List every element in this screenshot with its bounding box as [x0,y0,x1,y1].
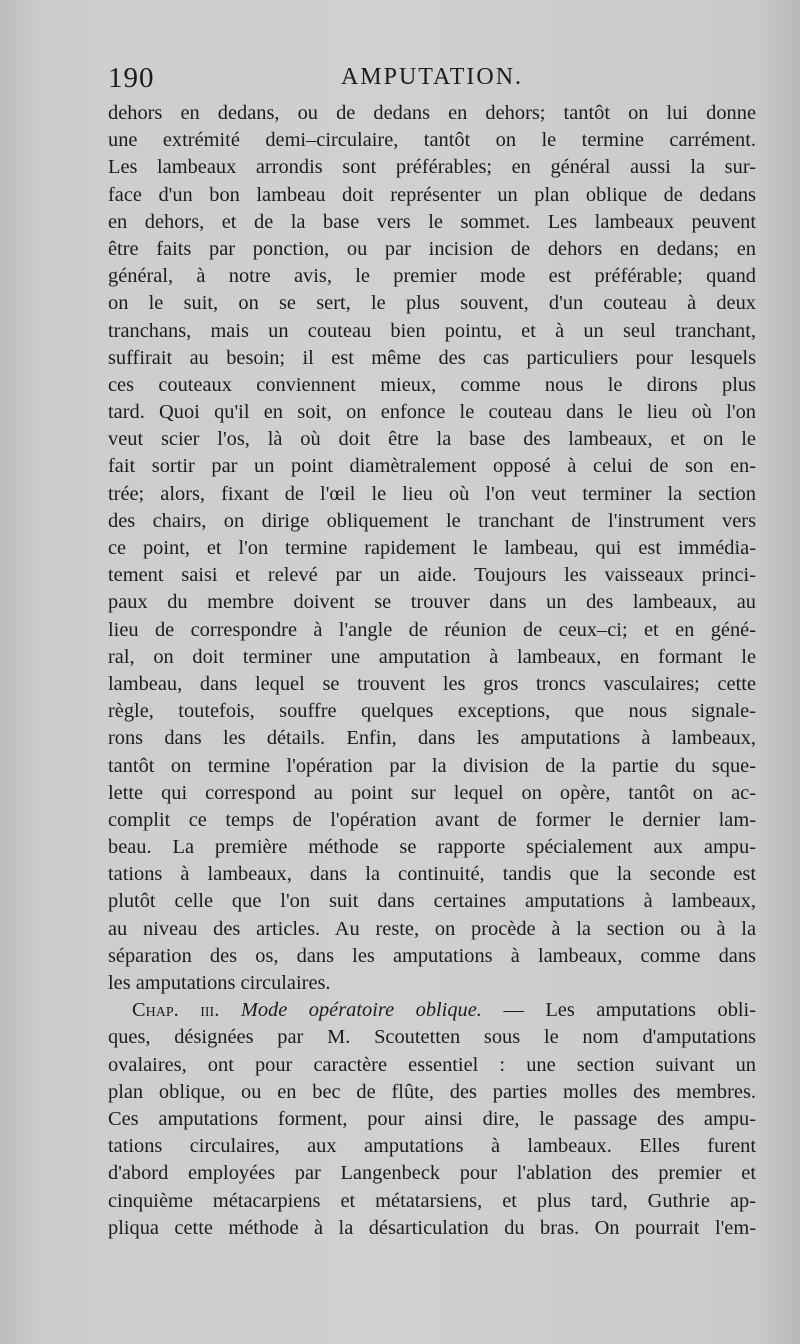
text-line: dehors en dedans, ou de dedans en dehors; tantôt on lui donne [108,102,756,124]
text-line: complit ce temps de l'opération avant de former le dernier lam- [108,808,756,831]
text-line: fait sortir par un point diamètralement opposé à celui de son en- [108,455,756,478]
text-line: face d'un bon lambeau doit représenter un plan oblique de dedans [108,183,756,206]
text-line: les amputations circulaires. [108,972,331,994]
text-line: au niveau des articles. Au reste, on procède à la section ou à la [108,917,756,940]
text-line: rons dans les détails. Enfin, dans les amputations à lambeaux, [108,727,756,750]
text-line: tations circulaires, aux amputations à lambeaux. Elles furent [108,1135,756,1158]
text-line: être faits par ponction, ou par incision de dehors en dedans; en [108,237,756,260]
text-line: tement saisi et relevé par un aide. Toujours les vaisseaux princi- [108,564,756,587]
text-line: tantôt on termine l'opération par la division de la partie du sque- [108,754,756,777]
text-line: veut scier l'os, là où doit être la base des lambeaux, et on le [108,428,756,451]
text-line: lette qui correspond au point sur lequel on opère, tantôt on ac- [108,781,756,804]
page-number: 190 [108,62,155,94]
text-line: ques, désignées par M. Scoutetten sous le nom d'amputations [108,1026,756,1049]
text-line: on le suit, on se sert, le plus souvent, d'un couteau à deux [108,292,756,315]
text-line: en dehors, et de la base vers le sommet. Les lambeaux peuvent [108,210,756,233]
running-head: AMPUTATION. [340,64,524,90]
text-line: beau. La première méthode se rapporte spécialement aux ampu- [108,836,756,859]
text-line: règle, toutefois, souffre quelques exceptions, que nous signale- [108,700,756,723]
text-line: paux du membre doivent se trouver dans un des lambeaux, au [108,591,756,614]
text-line: général, à notre avis, le premier mode est préférable; quand [108,265,756,288]
paragraph-2 [108,997,756,1242]
body-text [108,100,756,1242]
text-line: des chairs, on dirige obliquement le tranchant de l'instrument vers [108,509,756,532]
text-line: plutôt celle que l'on suit dans certaines amputations à lambeaux, [108,890,756,913]
text-line: plan oblique, ou en bec de flûte, des parties molles des membres. [108,1080,756,1103]
text-line: séparation des os, dans les amputations à lambeaux, comme dans [108,944,756,967]
text-line: lambeau, dans lequel se trouvent les gros troncs vasculaires; cette [108,672,756,695]
text-line: une extrémité demi–circulaire, tantôt on le termine carrément. [108,129,756,152]
text-line: Ces amputations forment, pour ainsi dire, le passage des ampu- [108,1107,756,1130]
text-line: ral, on doit terminer une amputation à lambeaux, en formant le [108,645,756,668]
text-line: suffirait au besoin; il est même des cas particuliers pour lesquels [108,346,756,369]
text-line: tard. Quoi qu'il en soit, on enfonce le couteau dans le lieu où l'on [108,401,756,424]
text-line: tranchans, mais un couteau bien pointu, et à un seul tranchant, [108,319,756,342]
text-line [108,997,756,1024]
text-line: Les lambeaux arrondis sont préférables; en général aussi la sur- [108,156,756,179]
text-fragment: — Les amputations obli- [503,999,756,1022]
text-line: ces couteaux conviennent mieux, comme nous le dirons plus [108,373,756,396]
paragraph-1 [108,100,756,997]
text-line: pliqua cette méthode à la désarticulation du bras. On pourrait l'em- [108,1216,756,1239]
text-line: cinquième métacarpiens et métatarsiens, et plus tard, Guthrie ap- [108,1189,756,1212]
text-line: lieu de correspondre à l'angle de réunion de ceux–ci; et en géné- [108,618,756,641]
text-line: tations à lambeaux, dans la continuité, tandis que la seconde est [108,863,756,886]
section-title: Mode opératoire oblique. [240,999,482,1022]
text-line: d'abord employées par Langenbeck pour l'ablation des premier et [108,1162,756,1185]
chapter-label: Chap. iii. [132,999,220,1022]
text-line: trée; alors, fixant de l'œil le lieu où l'on veut terminer la section [108,482,756,505]
page-header [108,62,756,96]
text-line: ovalaires, ont pour caractère essentiel : une section suivant un [108,1053,756,1076]
text-line: ce point, et l'on termine rapidement le lambeau, qui est immédia- [108,537,756,559]
